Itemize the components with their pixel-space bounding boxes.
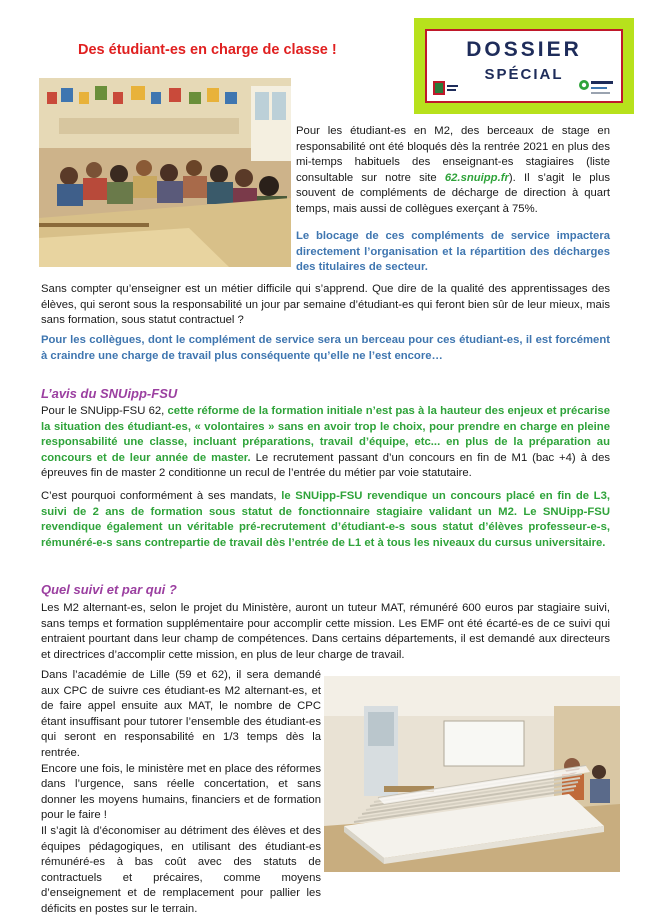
badge-title: DOSSIER [466,38,582,61]
section-heading-avis: L’avis du SNUipp-FSU [41,386,178,401]
intro-text-a: Pour les étudiant-es en M2, des berceaux de stage en responsabilité ont été bloqués dès la rentrée 2021 en plus des mi-temps habituels des enseignant-es stagiaires (liste consultable sur notre site [296,125,610,184]
suivi-column [41,668,321,918]
badge-frame [425,29,623,103]
intro-paragraph-4: Pour les collègues, dont le complément de service sera un berceau pour ces étudiant-es, il est forcément à craindre une charge de travail plus conséquente qu’elle ne l’est encore… [41,334,610,362]
badge-subtitle: SPÉCIAL [484,66,564,83]
snuipp-logo-icon [577,76,615,98]
avis-text-green: cette réforme de la formation initiale n’est pas à la hauteur des enjeux et précarise la situation des étudiant-es, « volontaires » sans en avoir trop le choix, pour prendre en charge en pleine responsabilité une classe, incluant préparations, travail d’équipe, etc... en plus de la préparation au concours et de leur année de master. [41,405,610,464]
dossier-special-badge [414,18,634,114]
intro-text-b: ). Il s’agit le plus souvent de compléments de décharge de direction à quart temps, mais aussi de collègues exerçant à 75%. [296,171,611,215]
site-link[interactable]: 62.snuipp.fr [444,171,509,184]
classroom-photo [39,78,291,267]
avis-text-b: Le recrutement passant d’un concours en fin de M1 (bac +4) à des épreuves fin de master 2 conditionne un recul de l’entrée du métier par voie statutaire. [41,451,610,480]
paper-stack-photo [324,676,620,872]
avis-paragraph-2 [41,489,610,551]
avis-text-c: C’est pourquoi conformément à ses mandats, [41,490,282,502]
intro-paragraph-1 [296,124,610,218]
suivi-paragraph-1: Les M2 alternant-es, selon le projet du Ministère, auront un tuteur MAT, rémunéré 600 euros par stagiaire suivi, sans temps et formation supplémentaire pour accomplir cette mission. Les EMF ont été écarté-es de ce suivi qui entraient pourtant dans leur champ de compétences. Dans certains départements, il est demandé aux directeurs et directrices d’accomplir cette mission, en plus de leur charge de travail. [41,602,610,661]
suivi-paragraph-4: Il s’agit là d’économiser au détriment des élèves et des équipes pédagogiques, en utilisant des étudiant-es rémunéré-es à bas coût avec des statuts de contractuels et précaires, comme moyens d’enseignement et de remplacement pour pallier les déficits en postes sur le terrain. [41,824,321,915]
avis-text-green-2: le SNUipp-FSU revendique un concours placé en fin de L3, suivi de 2 ans de formation sous statut de fonctionnaire stagiaire validant un M2. Le SNUipp-FSU revendique également un véritable pré-recrutement d’étudiant-e-s sous statut d’élèves professeur-e-s, rémunéré-e-s sans contrepartie de travail dès l’entrée de L1 et à tous les niveaux du cursus universitaire. [41,490,610,549]
suivi-paragraph-2: Dans l’académie de Lille (59 et 62), il sera demandé aux CPC de suivre ces étudiant-es M2 alternant-es, et de faire appel ensuite aux MAT, le nombre de CPC étant insuffisant pour tutorer l’ensemble des étudiant-es qui seront en responsabilité en 1/3 temps dès la rentrée. [41,669,321,759]
page-title: Des étudiant-es en charge de classe ! [78,42,337,58]
avis-paragraph-1 [41,404,610,482]
avis-text-a: Pour le SNUipp-FSU 62, [41,405,168,417]
region-logo-icon [433,79,459,97]
section-heading-suivi: Quel suivi et par qui ? [41,582,177,597]
intro-paragraph-3: Sans compter qu’enseigner est un métier difficile qui s’apprend. Que dire de la qualité des apprentissages des élèves, qui seront sous la responsabilité un jour par semaine d’étudiant-es qui feront bien sûr de leur mieux, mais sans formation, sous statut contractuel ? [41,283,610,327]
suivi-paragraph-3: Encore une fois, le ministère met en place des réformes dans l’urgence, sans réelle concertation, et sans donner les moyens humains, financiers et de formation pour le faire ! [41,762,321,822]
intro-paragraph-2: Le blocage de ces compléments de service impactera directement l’organisation et la répartition des décharges des titulaires de secteur. [296,230,610,274]
